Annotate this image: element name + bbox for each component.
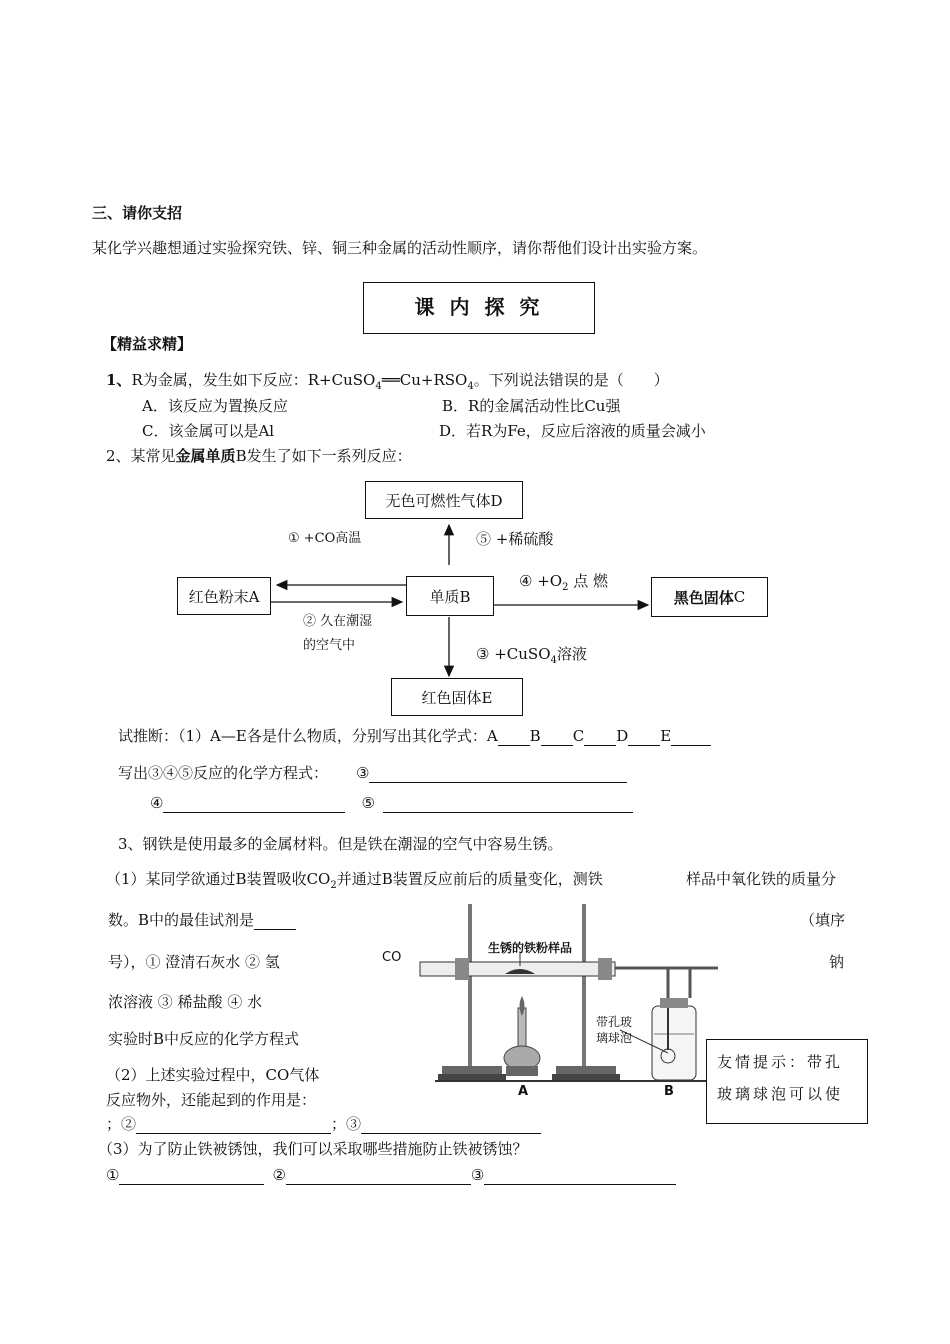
label-d: D [616, 727, 629, 745]
reaction-5-label: ⑤ +稀硫酸 [476, 530, 554, 548]
reaction-1-label: ① +CO高温 [288, 531, 362, 546]
bulb-label-2: 璃球泡 [596, 1031, 633, 1045]
measure-3-blank[interactable] [484, 1168, 676, 1185]
q1-option-b: B．R的金属活动性比Cu强 [442, 397, 621, 415]
r4-text-b: 点 燃 [568, 572, 609, 590]
q2-eq45-line [150, 793, 633, 813]
box-c-rest: C [733, 588, 746, 606]
measure-3-label: ③ [470, 1166, 485, 1184]
q3-part1-line2 [108, 910, 296, 930]
reagent-blank[interactable] [254, 913, 296, 930]
q1-stem-text: R为金属，发生如下反应：R+CuSO [131, 371, 376, 389]
box-d [365, 481, 523, 519]
q2-infer-line [118, 726, 711, 746]
q2-write-line [118, 763, 627, 783]
r4-text: ④ +O [519, 572, 563, 590]
q1-num: 1、 [106, 371, 132, 389]
equation-5-blank[interactable] [383, 796, 633, 813]
q2-stem-bold: 金属单质 [175, 447, 236, 465]
q1-eq: ══ [381, 371, 400, 389]
reaction-3-label [476, 644, 587, 671]
box-e [391, 678, 523, 716]
box-c [651, 577, 768, 617]
answer-c-blank[interactable] [584, 729, 616, 746]
q1-stem-text3: 。下列说法错误的是（ ） [473, 371, 669, 389]
q3-equation-prompt: 实验时B中反应的化学方程式 [108, 1030, 300, 1048]
q3-options-line-end: 钠 [829, 953, 845, 971]
answer-a-blank[interactable] [498, 729, 530, 746]
r3-text: ③ +CuSO [476, 645, 551, 663]
label-b: B [529, 727, 541, 745]
section-text: 某化学兴趣想通过实验探究铁、锌、铜三种金属的活动性顺序，请你帮他们设计出实验方案。 [92, 239, 708, 257]
q3-part3-stem: （3）为了防止铁被锈蚀，我们可以采取哪些措施防止铁被锈蚀？ [98, 1140, 528, 1158]
q2-stem-pre: 2、某常见 [106, 447, 176, 465]
eq5-label: ⑤ [361, 794, 375, 812]
tip-box [706, 1039, 868, 1124]
box-d-label: 无色可燃性气体D [385, 491, 503, 510]
reaction-2-label-b: 的空气中 [303, 638, 356, 653]
measure-2-blank[interactable] [286, 1168, 471, 1185]
measure-2-label: ② [272, 1166, 286, 1184]
sample-label: 生锈的铁粉样品 [488, 941, 573, 955]
reaction-4-label [519, 571, 608, 598]
q3-options-line: 号），① 澄清石灰水 ② 氢 [108, 953, 280, 971]
q3-p8b: ；③ [331, 1115, 362, 1133]
equation-4-blank[interactable] [163, 796, 345, 813]
measure-1-blank[interactable] [119, 1168, 264, 1185]
role-2-blank[interactable] [136, 1117, 331, 1134]
co-label: CO [382, 950, 402, 965]
q2-infer-text: 试推断：（1）A—E各是什么物质，分别写出其化学式：A [118, 727, 498, 745]
r3-sub: 4 [550, 655, 557, 666]
apparatus-drawing [330, 898, 730, 1100]
q1-stem-text2: Cu+RSO [399, 371, 468, 389]
tip-line-2: 玻璃球泡可以使 [717, 1085, 844, 1103]
q2-stem-post: B发生了如下一系列反应： [235, 447, 412, 465]
figure-label-a: A [518, 1084, 529, 1099]
box-c-label [652, 578, 767, 616]
q3-p8a: ；② [106, 1115, 137, 1133]
q3-p1-sub: 2 [330, 880, 337, 891]
q3-part2-line2: 反应物外，还能起到的作用是： [106, 1091, 317, 1109]
box-c-bold: 黑色固体 [673, 588, 734, 607]
q3-stem: 3、钢铁是使用最多的金属材料。但是铁在潮湿的空气中容易生锈。 [118, 835, 563, 853]
subheading: 【精益求精】 [102, 335, 193, 353]
q1-option-d: D．若R为Fe，反应后溶液的质量会减小 [439, 422, 706, 440]
r3-text-b: 溶液 [556, 645, 587, 663]
q3-part2-line3 [106, 1114, 541, 1134]
label-c: C [572, 727, 585, 745]
q3-part1-line1-end: 样品中氧化铁的质量分 [686, 870, 837, 888]
q3-part3-answers [106, 1165, 676, 1185]
q1-sub: 4 [375, 381, 382, 392]
tip-line-1: 友情提示：带孔 [717, 1053, 844, 1071]
role-3-blank[interactable] [361, 1117, 541, 1134]
q3-p1b: 并通过B装置反应前后的质量变化，测铁 [336, 870, 603, 888]
eq4-label: ④ [150, 794, 164, 812]
q3-options-line2: 浓溶液 ③ 稀盐酸 ④ 水 [108, 993, 263, 1011]
bulb-label-1: 带孔玻 [596, 1015, 633, 1029]
section-heading: 三、请你支招 [92, 204, 183, 222]
q2-write-text: 写出③④⑤反应的化学方程式： [118, 764, 329, 782]
equation-3-blank[interactable] [369, 766, 627, 783]
answer-b-blank[interactable] [541, 729, 573, 746]
label-e: E [660, 727, 672, 745]
q1-sub-b: 4 [467, 381, 474, 392]
q3-part2-line1: （2）上述实验过程中，CO气体 [106, 1066, 320, 1084]
apparatus-figure [330, 898, 730, 1100]
answer-d-blank[interactable] [628, 729, 660, 746]
box-a-label: 红色粉末A [188, 587, 260, 606]
box-a [177, 577, 271, 615]
banner-title: 课 内 探 究 [414, 295, 544, 319]
answer-e-blank[interactable] [671, 729, 711, 746]
q3-p1a: （1）某同学欲通过B装置吸收CO [106, 870, 331, 888]
box-b [406, 576, 494, 616]
r4-sub: 2 [562, 582, 569, 593]
reaction-2-label-a: ② 久在潮湿 [303, 614, 373, 629]
eq3-label: ③ [356, 764, 370, 782]
figure-label-b: B [664, 1084, 674, 1099]
q3-p2a: 数。B中的最佳试剂是 [108, 911, 255, 929]
q3-part1-line1 [106, 869, 603, 896]
box-e-label: 红色固体E [421, 688, 493, 707]
q1-option-a: A．该反应为置换反应 [142, 397, 288, 415]
measure-1-label: ① [106, 1166, 120, 1184]
box-b-label: 单质B [429, 587, 471, 606]
q1-option-c: C．该金属可以是Al [142, 422, 275, 440]
q3-part1-line2-end: （填序 [800, 911, 846, 929]
